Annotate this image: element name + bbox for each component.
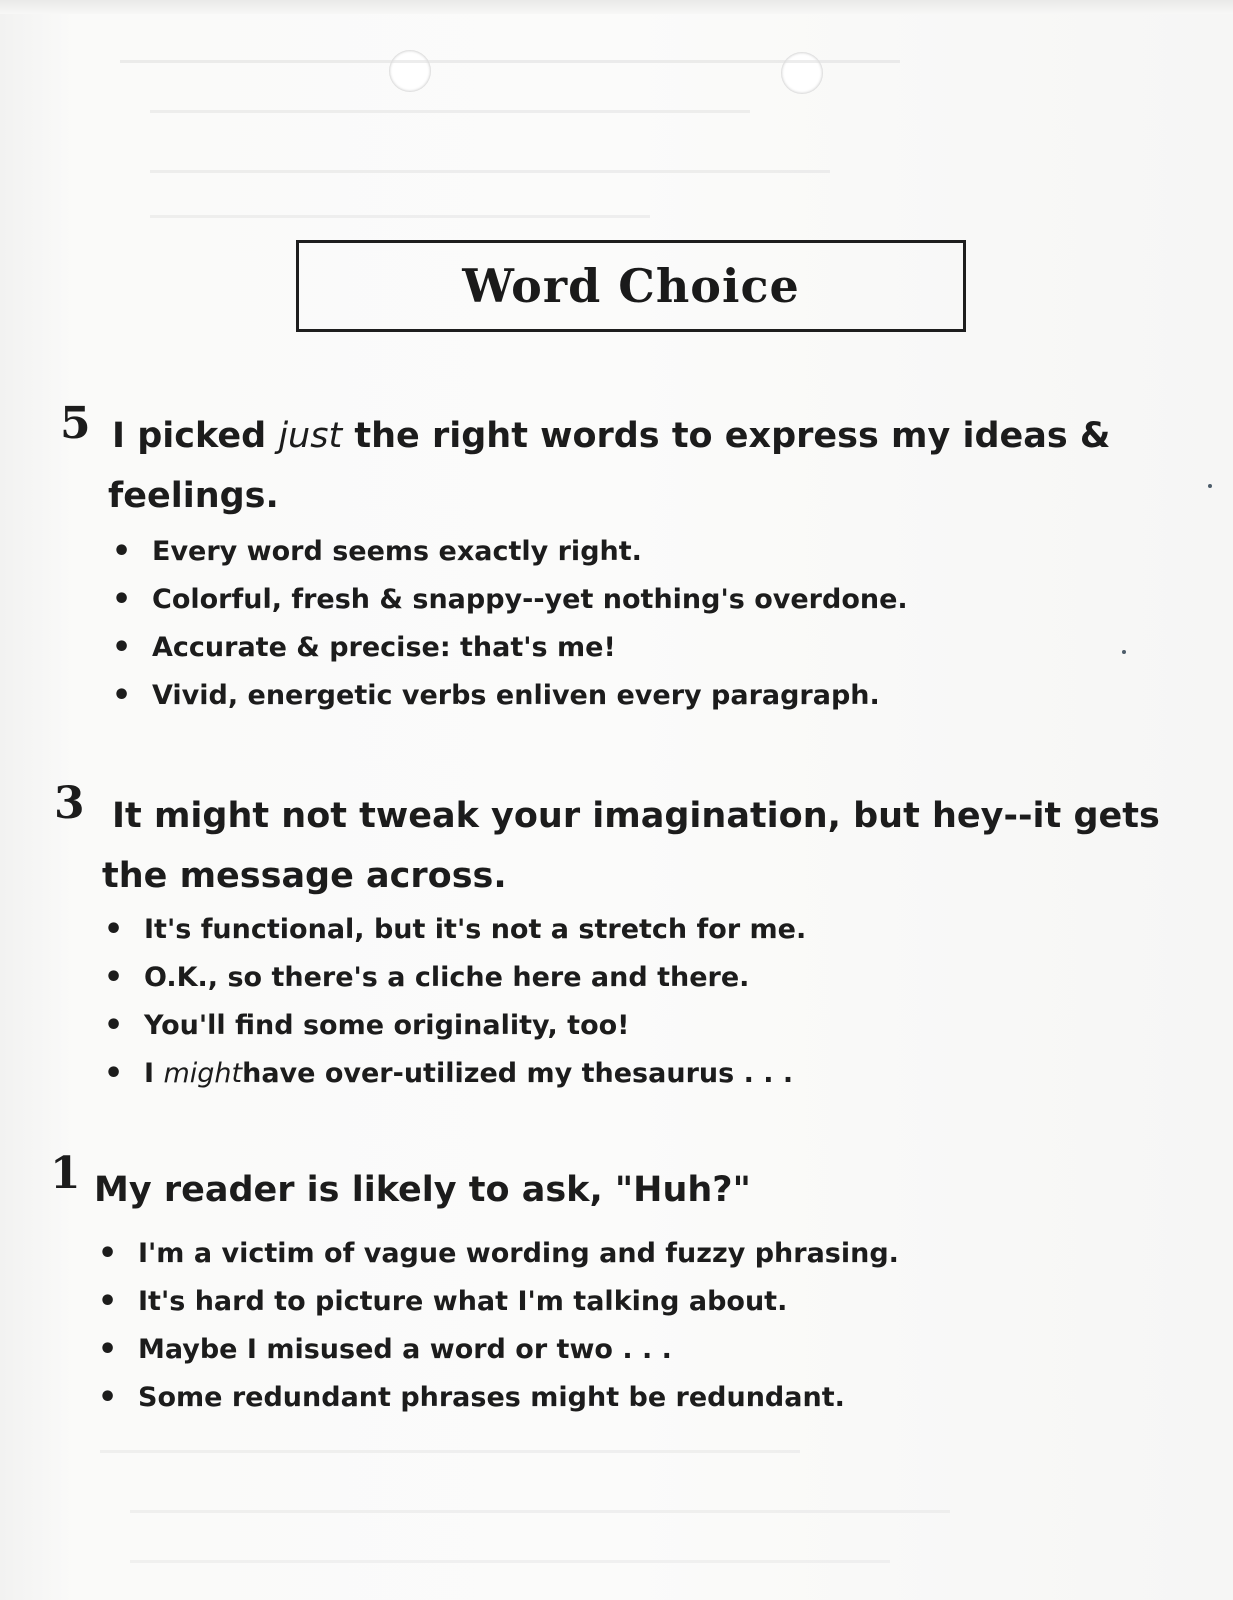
list-item: • O.K., so there's a cliche here and there. — [104, 954, 806, 1002]
bleed-through — [150, 110, 750, 113]
list-item: • Every word seems exactly right. — [112, 528, 908, 576]
bleed-through — [150, 170, 830, 173]
score-number: 3 — [54, 778, 85, 829]
punch-hole-right — [781, 52, 823, 94]
ink-speck — [1208, 484, 1212, 488]
list-item-emphasis: might — [163, 1058, 243, 1089]
bleed-through — [130, 1510, 950, 1513]
heading-text: I picked — [112, 416, 279, 456]
section-heading — [112, 406, 1212, 466]
list-item: • Maybe I misused a word or two . . . — [98, 1326, 899, 1374]
bleed-through — [120, 60, 900, 63]
list-item: • It's functional, but it's not a stretch for me. — [104, 906, 806, 954]
punch-hole-left — [389, 50, 431, 92]
list-item: • Vivid, energetic verbs enliven every paragraph. — [112, 672, 908, 720]
bullet-list — [112, 528, 908, 720]
score-number: 5 — [60, 398, 91, 449]
bullet-list — [104, 906, 806, 1098]
list-item: • You'll find some originality, too! — [104, 1002, 806, 1050]
page-title: Word Choice — [462, 259, 800, 313]
heading-text: the right words to express my ideas & — [342, 416, 1111, 456]
bleed-through — [100, 1450, 800, 1453]
score-number: 1 — [50, 1148, 81, 1199]
list-item: • Some redundant phrases might be redundant. — [98, 1374, 899, 1422]
title-box — [296, 240, 966, 332]
bleed-through — [130, 1560, 890, 1563]
page-top-edge — [0, 0, 1233, 14]
list-item: • Colorful, fresh & snappy--yet nothing's overdone. — [112, 576, 908, 624]
list-item-text: have over-utilized my thesaurus . . . — [242, 1058, 794, 1089]
bullet-list — [98, 1230, 899, 1422]
ink-speck — [1122, 650, 1126, 654]
list-item: • Accurate & precise: that's me! — [112, 624, 908, 672]
list-item-text: I — [144, 1058, 164, 1089]
list-item: • It's hard to picture what I'm talking about. — [98, 1278, 899, 1326]
bleed-through — [150, 215, 650, 218]
list-item: • I'm a victim of vague wording and fuzzy phrasing. — [98, 1230, 899, 1278]
section-heading: It might not tweak your imagination, but hey--it gets — [112, 796, 1160, 836]
heading-emphasis: just — [278, 416, 343, 456]
section-heading: My reader is likely to ask, "Huh?" — [94, 1170, 751, 1210]
list-item — [104, 1050, 806, 1098]
section-heading-line2: the message across. — [102, 856, 507, 896]
section-heading-line2: feelings. — [108, 476, 279, 516]
